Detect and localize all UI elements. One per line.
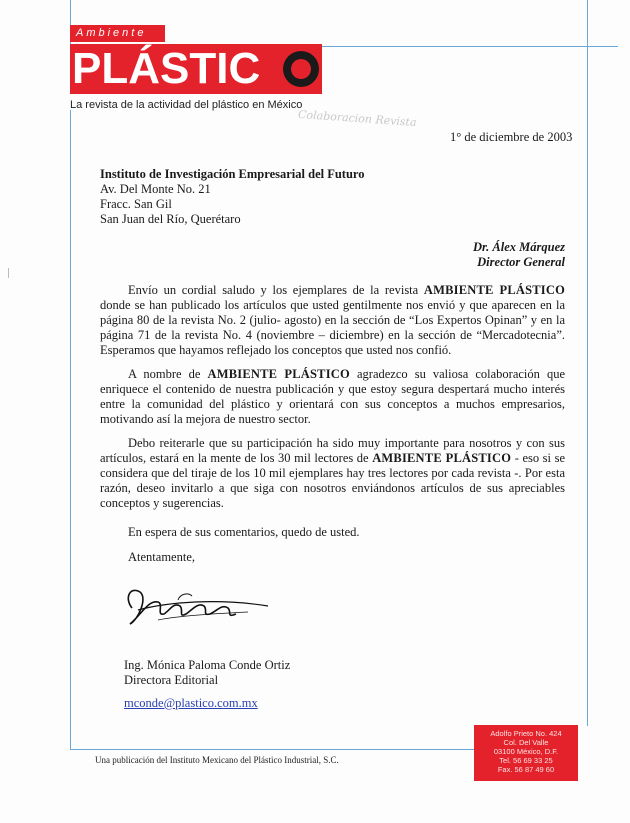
closing: Atentamente,	[128, 550, 195, 564]
recipient-institution: Instituto de Investigación Empresarial del Futuro	[100, 167, 365, 181]
signatory-email-link[interactable]: mconde@plastico.com.mx	[124, 696, 258, 710]
brand-small-label: Ambiente	[70, 25, 165, 42]
paragraph-3-a: Debo reiterarle que su participación ha sido muy importante para nosotros y con sus artículos, estará en la mente de los 30 mil lectores de	[100, 436, 565, 465]
frame-right-top-line	[587, 0, 588, 46]
footer-address-phone: Tel. 56 69 33 25	[499, 756, 553, 765]
paragraph-1-a: Envío un cordial saludo y los ejemplares de la revista	[128, 283, 424, 297]
frame-bottom-line	[70, 749, 474, 750]
paragraph-2-brand: AMBIENTE PLÁSTICO	[207, 367, 350, 381]
tagline: La revista de la actividad del plástico en México	[70, 99, 303, 111]
brand-logo-o-icon	[283, 51, 319, 87]
brand-logo-text: PLÁSTIC	[72, 44, 261, 93]
frame-right-line	[587, 46, 588, 726]
paragraph-1-brand: AMBIENTE PLÁSTICO	[423, 283, 566, 297]
footer-address-street: Adolfo Prieto No. 424	[490, 729, 562, 738]
signatory-name: Ing. Mónica Paloma Conde Ortiz	[124, 658, 291, 672]
footer-address-city: 03100 México, D.F.	[493, 747, 559, 756]
letter-date: 1° de diciembre de 2003	[450, 130, 573, 144]
recipient-address-line3: San Juan del Río, Querétaro	[100, 212, 241, 226]
signatory-role: Directora Editorial	[124, 673, 219, 687]
paragraph-3-brand: AMBIENTE PLÁSTICO	[372, 451, 512, 465]
addressee-name: Dr. Álex Márquez	[472, 240, 565, 254]
signatory-block	[124, 658, 290, 688]
recipient-address-line1: Av. Del Monte No. 21	[100, 182, 211, 196]
recipient-block	[100, 167, 364, 227]
addressee-block	[473, 240, 565, 270]
paragraph-3-b: - eso si se considera que del tiraje de los 10 mil ejemplares hay tres lectores por cada revista -. Por esta razón, deseo invitarlo a que siga con nosotros enviándonos artículos de sus apreciables conceptos y sugerencias.	[100, 451, 566, 510]
frame-left-line	[70, 110, 71, 750]
footer-address-box	[474, 725, 578, 781]
paragraph-1-b: donde se han publicado los artículos que usted gentilmente nos envió y que aparecen en la página 80 de la revista No. 2 (julio- agosto) en la sección de “Los Expertos Opinan” y en la página 71 de la revista No. 4 (noviembre – diciembre) en la sección de “Mercadotecnia”. Esperamos que hayamos reflejado los conceptos que usted nos confió.	[100, 298, 565, 357]
addressee-title: Director General	[477, 255, 565, 269]
recipient-address-line2: Fracc. San Gil	[100, 197, 172, 211]
paragraph-3	[100, 436, 565, 511]
paragraph-2	[100, 367, 565, 427]
paragraph-4: En espera de sus comentarios, quedo de usted.	[128, 525, 360, 539]
footer-address-colony: Col. Del Valle	[503, 738, 549, 747]
paragraph-1	[100, 283, 565, 358]
paragraph-2-b: agradezco su valiosa colaboración que enriquece el contenido de nuestra publicación y que estoy segura despertará mucho interés entre la comunidad del plástico y orientará con sus conceptos a muchos empresarios, motivando así la mejora de nuestro sector.	[100, 367, 565, 426]
paragraph-2-a: A nombre de	[128, 367, 208, 381]
footer-address-fax: Fax. 56 87 49 60	[497, 765, 555, 774]
margin-mark	[8, 268, 9, 278]
handwritten-note: Colaboracion Revista	[297, 107, 417, 130]
signature-image	[118, 580, 278, 640]
footer-publisher: Una publicación del Instituto Mexicano del Plástico Industrial, S.C.	[95, 755, 339, 765]
